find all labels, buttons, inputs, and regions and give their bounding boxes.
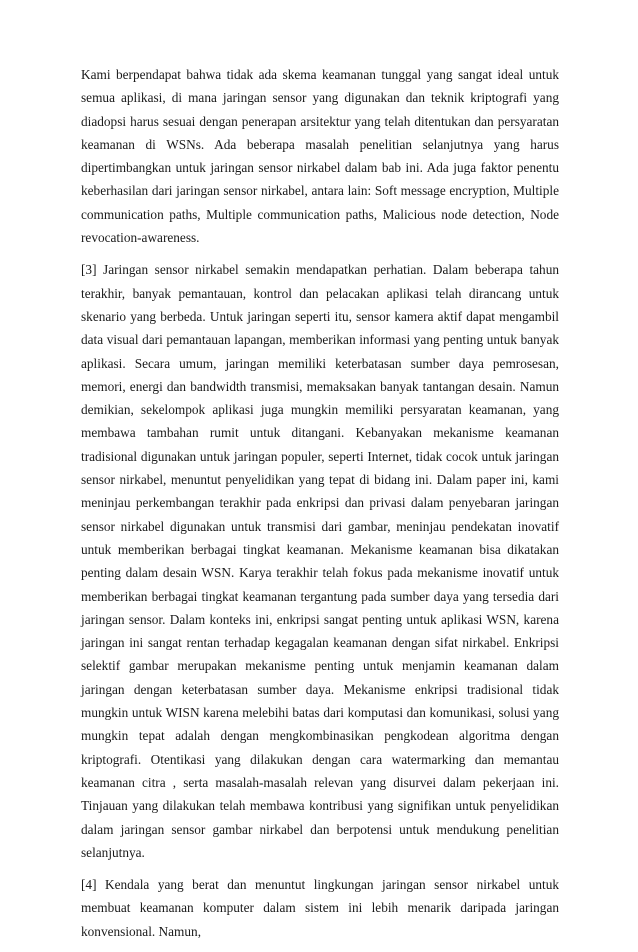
paragraph-reference-3: [3] Jaringan sensor nirkabel semakin mendapatkan perhatian. Dalam beberapa tahun terakhir, banyak pemantauan, kontrol dan pelacakan aplikasi telah dirancang untuk skenario yang berbeda. Untuk jaringan seperti itu, sensor kamera aktif dapat mengambil data visual dari pemantauan lapangan, memberikan informasi yang penting untuk banyak aplikasi. Secara umum, jaringan memiliki keterbatasan sumber daya pemrosesan, memori, energi dan bandwidth transmisi, memaksakan banyak tantangan desain. Namun demikian, sekelompok aplikasi juga mungkin memiliki persyaratan keamanan, yang membawa tambahan rumit untuk ditangani. Kebanyakan mekanisme keamanan tradisional digunakan untuk jaringan populer, seperti Internet, tidak cocok untuk jaringan sensor nirkabel, menuntut penyelidikan yang tepat di bidang ini. Dalam paper ini, kami meninjau perkembangan terakhir pada enkripsi dan privasi dalam penyebaran jaringan sensor nirkabel digunakan untuk transmisi dari gambar, meninjau pendekatan inovatif untuk memberikan berbagai tingkat keamanan. Mekanisme keamanan bisa dikatakan penting dalam desain WSN. Karya terakhir telah fokus pada mekanisme inovatif untuk memberikan berbagai tingkat keamanan tergantung pada sumber daya yang tersedia dari jaringan sensor. Dalam konteks ini, enkripsi sangat penting untuk aplikasi WSN, karena jaringan ini sangat rentan terhadap kegagalan keamanan dengan sifat nirkabel. Enkripsi selektif gambar merupakan mekanisme penting untuk menjamin keamanan dalam jaringan dengan keterbatasan sumber daya. Mekanisme enkripsi tradisional tidak mungkin untuk WISN karena melebihi batas dari komputasi dan komunikasi, solusi yang mungkin tepat adalah dengan mengkombinasikan pengkodean algoritma dengan kriptografi. Otentikasi yang dilakukan dengan cara watermarking dan memantau keamanan citra , serta masalah-masalah relevan yang disurvei dalam pekerjaan ini. Tinjauan yang dilakukan telah membawa kontribusi yang signifikan untuk penyelidikan dalam jaringan sensor gambar nirkabel dan berpotensi untuk mendukung penelitian selanjutnya. bbox=[81, 262, 559, 860]
paragraph-conclusion: Kami berpendapat bahwa tidak ada skema keamanan tunggal yang sangat ideal untuk semua aplikasi, di mana jaringan sensor yang digunakan dan teknik kriptografi yang diadopsi harus sesuai dengan penerapan arsitektur yang telah ditentukan dan persyaratan keamanan di WSNs. Ada beberapa masalah penelitian selanjutnya yang harus dipertimbangkan untuk jaringan sensor nirkabel dalam bab ini. Ada juga faktor penentu keberhasilan dari jaringan sensor nirkabel, antara lain: Soft message encryption, Multiple communication paths, Multiple communication paths, Malicious node detection, Node revocation-awareness. bbox=[81, 67, 559, 246]
paragraph-reference-4: [4] Kendala yang berat dan menuntut lingkungan jaringan sensor nirkabel untuk membuat keamanan komputer dalam sistem ini lebih menarik daripada jaringan konvensional. Namun, bbox=[81, 877, 559, 939]
document-body bbox=[81, 63, 559, 952]
